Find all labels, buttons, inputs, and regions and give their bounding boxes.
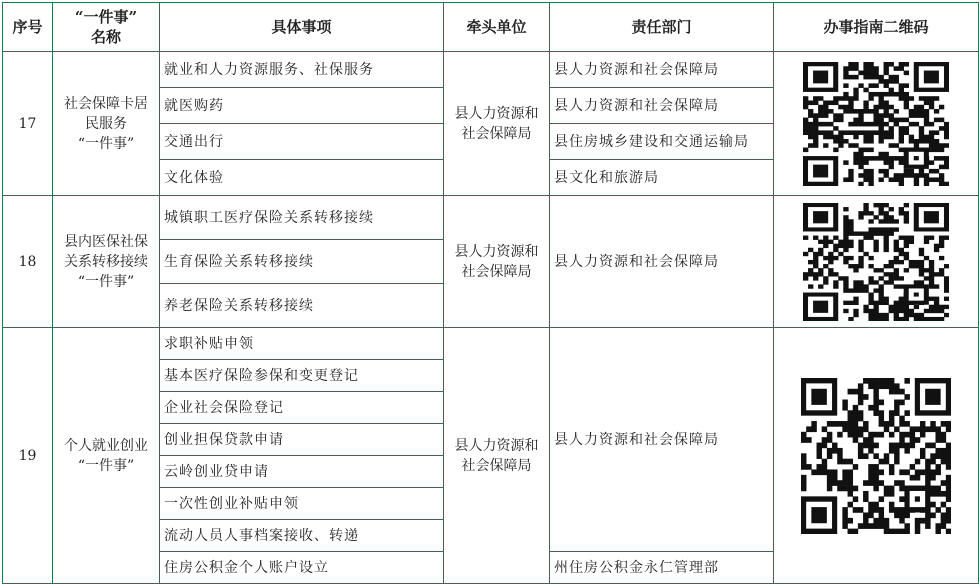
qr-cell xyxy=(774,196,979,328)
item-cell: 养老保险关系转移接续 xyxy=(160,284,444,328)
lead-line: 社会保障局 xyxy=(461,457,532,474)
seq-cell: 19 xyxy=(3,328,53,584)
header-row xyxy=(3,3,979,52)
header-qr: 办事指南二维码 xyxy=(774,3,979,52)
matter-name-line: “一件事” xyxy=(77,457,135,474)
header-name-line2: 名称 xyxy=(90,28,121,46)
item-cell: 城镇职工医疗保险关系转移接续 xyxy=(160,196,444,240)
dept-cell: 县住房城乡建设和交通运输局 xyxy=(550,124,774,160)
seq-cell: 17 xyxy=(3,52,53,196)
item-cell: 就医购药 xyxy=(160,88,444,124)
item-cell: 流动人员人事档案接收、转递 xyxy=(160,520,444,552)
matter-name-line: 县内医保社保 xyxy=(64,233,148,250)
item-cell: 文化体验 xyxy=(160,160,444,196)
matter-name-line: “一件事” xyxy=(77,273,135,290)
dept-cell: 县人力资源和社会保障局 xyxy=(550,88,774,124)
matter-name-line: 关系转移接续 xyxy=(64,253,148,270)
matter-name-cell xyxy=(53,328,160,584)
header-name xyxy=(53,3,160,52)
header-dept: 责任部门 xyxy=(550,3,774,52)
item-cell: 求职补贴申领 xyxy=(160,328,444,360)
dept-cell: 县人力资源和社会保障局 xyxy=(550,328,774,552)
header-name-line1: “一件事” xyxy=(74,8,138,26)
matter-name-cell xyxy=(53,52,160,196)
table-row xyxy=(3,52,979,88)
item-cell: 基本医疗保险参保和变更登记 xyxy=(160,360,444,392)
dept-cell: 县人力资源和社会保障局 xyxy=(550,196,774,328)
item-cell: 交通出行 xyxy=(160,124,444,160)
matter-name-line: 民服务 xyxy=(85,115,127,132)
lead-line: 县人力资源和 xyxy=(454,437,539,454)
item-cell: 一次性创业补贴申领 xyxy=(160,488,444,520)
lead-line: 社会保障局 xyxy=(461,263,532,280)
matters-table xyxy=(2,2,979,584)
qr-cell xyxy=(774,52,979,196)
item-cell: 企业社会保险登记 xyxy=(160,392,444,424)
matter-name-line: 社会保障卡居 xyxy=(64,95,148,112)
lead-unit-cell xyxy=(444,196,550,328)
item-cell: 创业担保贷款申请 xyxy=(160,424,444,456)
dept-cell: 县文化和旅游局 xyxy=(550,160,774,196)
matter-name-line: “一件事” xyxy=(77,135,135,152)
dept-cell: 州住房公积金永仁管理部 xyxy=(550,552,774,584)
item-cell: 住房公积金个人账户设立 xyxy=(160,552,444,584)
header-lead: 牵头单位 xyxy=(444,3,550,52)
item-cell: 云岭创业贷申请 xyxy=(160,456,444,488)
lead-line: 社会保障局 xyxy=(461,125,532,142)
item-cell: 生育保险关系转移接续 xyxy=(160,240,444,284)
qr-code-icon[interactable] xyxy=(801,378,951,534)
seq-cell: 18 xyxy=(3,196,53,328)
lead-unit-cell xyxy=(444,328,550,584)
dept-cell: 县人力资源和社会保障局 xyxy=(550,52,774,88)
qr-cell xyxy=(774,328,979,584)
qr-code-icon[interactable] xyxy=(803,203,949,321)
table-row xyxy=(3,196,979,240)
matter-name-line: 个人就业创业 xyxy=(64,437,148,454)
item-cell: 就业和人力资源服务、社保服务 xyxy=(160,52,444,88)
lead-unit-cell xyxy=(444,52,550,196)
table-row xyxy=(3,328,979,360)
header-item: 具体事项 xyxy=(160,3,444,52)
header-seq: 序号 xyxy=(3,3,53,52)
lead-line: 县人力资源和 xyxy=(454,105,539,122)
qr-code-icon[interactable] xyxy=(803,62,949,186)
lead-line: 县人力资源和 xyxy=(454,243,539,260)
matter-name-cell xyxy=(53,196,160,328)
